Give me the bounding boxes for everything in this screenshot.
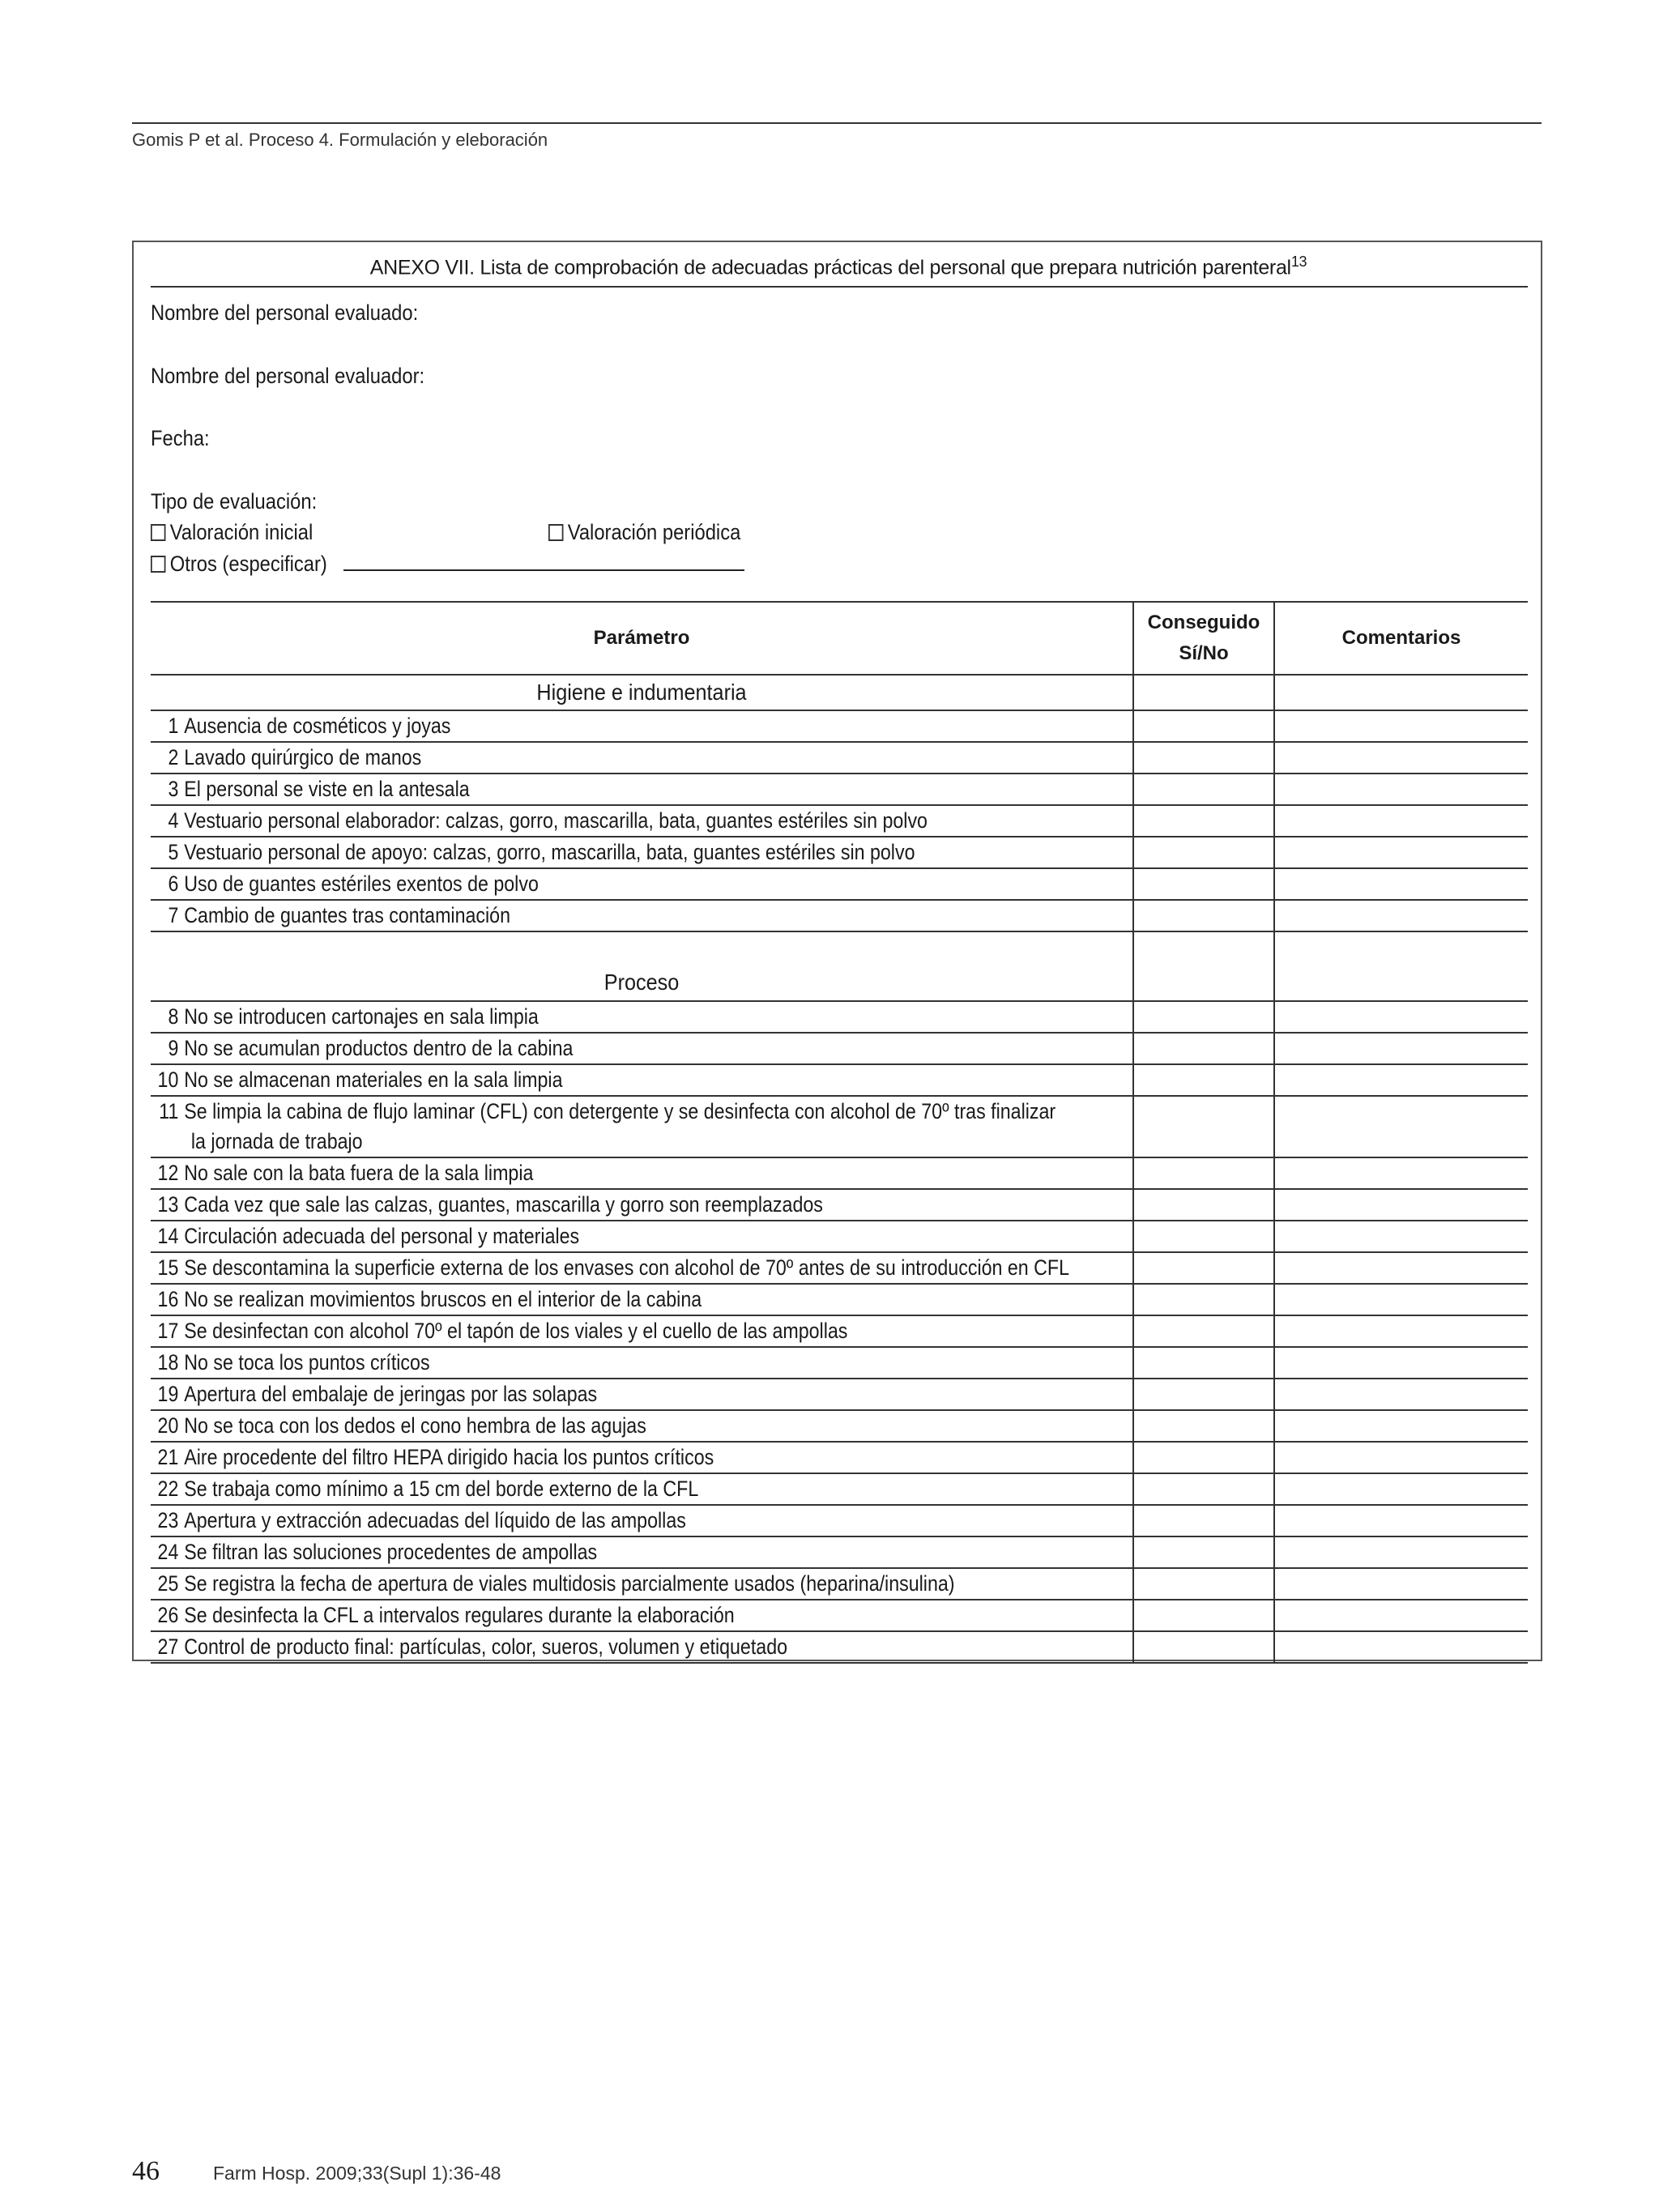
item-text: No se almacenan materiales en la sala limpia xyxy=(184,1068,563,1092)
item-text: Se registra la fecha de apertura de viales multidosis parcialmente usados (heparina/insulina) xyxy=(184,1571,955,1596)
comment-cell[interactable] xyxy=(1274,1033,1528,1064)
table-row xyxy=(151,742,1528,774)
table-row xyxy=(151,1064,1528,1096)
achieved-cell[interactable] xyxy=(1133,1157,1274,1189)
item-number: 3 xyxy=(168,777,179,801)
date-field[interactable]: Fecha: xyxy=(151,426,210,450)
comment-cell[interactable] xyxy=(1274,1631,1528,1663)
table-row xyxy=(151,1096,1528,1157)
achieved-cell[interactable] xyxy=(1133,1473,1274,1505)
comment-cell[interactable] xyxy=(1274,1473,1528,1505)
item-text: Se limpia la cabina de flujo laminar (CFL) con detergente y se desinfecta con alcohol de 70º tras finalizar xyxy=(184,1099,1056,1123)
table-row xyxy=(151,1315,1528,1347)
option-initial-label: Valoración inicial xyxy=(169,520,313,544)
comment-cell[interactable] xyxy=(1274,1157,1528,1189)
table-row xyxy=(151,1442,1528,1473)
table-header xyxy=(151,602,1528,675)
option-other[interactable] xyxy=(151,552,327,577)
table-row xyxy=(151,774,1528,805)
option-other-label: Otros (especificar) xyxy=(169,552,327,576)
item-text: Ausencia de cosméticos y joyas xyxy=(184,714,451,738)
item-number: 24 xyxy=(157,1540,179,1564)
comment-cell[interactable] xyxy=(1274,742,1528,774)
achieved-cell[interactable] xyxy=(1133,1631,1274,1663)
section-row xyxy=(151,931,1528,1001)
header-achieved xyxy=(1133,602,1274,675)
other-specify-line[interactable] xyxy=(343,569,744,571)
item-number: 16 xyxy=(157,1287,179,1311)
table-row xyxy=(151,1221,1528,1252)
item-number: 8 xyxy=(168,1004,179,1029)
item-number: 23 xyxy=(157,1508,179,1532)
page-number: 46 xyxy=(132,2156,160,2186)
table-row xyxy=(151,1568,1528,1600)
achieved-cell[interactable] xyxy=(1133,675,1274,710)
table-row xyxy=(151,1505,1528,1536)
achieved-cell[interactable] xyxy=(1133,1033,1274,1064)
comment-cell[interactable] xyxy=(1274,1189,1528,1221)
achieved-cell[interactable] xyxy=(1133,900,1274,931)
item-text: Vestuario personal de apoyo: calzas, gorro, mascarilla, bata, guantes estériles sin polvo xyxy=(184,840,915,864)
annex-frame xyxy=(132,241,1542,1661)
comment-cell[interactable] xyxy=(1274,710,1528,742)
item-number: 19 xyxy=(157,1382,179,1406)
item-text: No se introducen cartonajes en sala limpia xyxy=(184,1004,539,1029)
evaluated-name-field[interactable]: Nombre del personal evaluado: xyxy=(151,300,419,325)
item-text: Se descontamina la superficie externa de los envases con alcohol de 70º antes de su introducción en CFL xyxy=(184,1255,1070,1280)
comment-cell[interactable] xyxy=(1274,1379,1528,1410)
title-rule xyxy=(151,286,1528,288)
header-parameter: Parámetro xyxy=(151,602,1133,675)
item-number: 5 xyxy=(168,840,179,864)
item-number: 6 xyxy=(168,872,179,896)
item-text: Lavado quirúrgico de manos xyxy=(184,745,422,769)
table-row xyxy=(151,1536,1528,1568)
table-row xyxy=(151,1631,1528,1663)
item-number: 1 xyxy=(168,714,179,738)
table-row xyxy=(151,1252,1528,1284)
achieved-cell[interactable] xyxy=(1133,1442,1274,1473)
item-number: 7 xyxy=(168,903,179,927)
table-row xyxy=(151,1379,1528,1410)
comment-cell[interactable] xyxy=(1274,1410,1528,1442)
option-initial[interactable] xyxy=(151,520,313,545)
item-number: 9 xyxy=(168,1036,179,1060)
table-row xyxy=(151,1473,1528,1505)
option-periodic-label: Valoración periódica xyxy=(567,520,741,544)
item-number: 11 xyxy=(159,1099,179,1123)
item-text: Cada vez que sale las calzas, guantes, mascarilla y gorro son reemplazados xyxy=(184,1192,823,1217)
table-row xyxy=(151,710,1528,742)
table-row xyxy=(151,805,1528,837)
comment-cell[interactable] xyxy=(1274,774,1528,805)
achieved-cell[interactable] xyxy=(1133,1001,1274,1033)
top-rule xyxy=(132,122,1542,124)
table-row xyxy=(151,1284,1528,1315)
table-row xyxy=(151,1600,1528,1631)
comment-cell[interactable] xyxy=(1274,1096,1528,1157)
item-text: Se desinfecta la CFL a intervalos regulares durante la elaboración xyxy=(184,1603,735,1627)
table-row xyxy=(151,868,1528,900)
table-row xyxy=(151,1347,1528,1379)
item-number: 17 xyxy=(157,1319,179,1343)
comment-cell[interactable] xyxy=(1274,1600,1528,1631)
comment-cell[interactable] xyxy=(1274,805,1528,837)
item-number: 26 xyxy=(157,1603,179,1627)
comment-cell[interactable] xyxy=(1274,1442,1528,1473)
comment-cell[interactable] xyxy=(1274,900,1528,931)
achieved-cell[interactable] xyxy=(1133,1379,1274,1410)
item-text: Control de producto final: partículas, color, sueros, volumen y etiquetado xyxy=(184,1634,788,1659)
section-row xyxy=(151,675,1528,710)
comment-cell[interactable] xyxy=(1274,931,1528,1001)
checkbox-periodic[interactable] xyxy=(548,524,563,541)
header-comments: Comentarios xyxy=(1274,602,1528,675)
achieved-cell[interactable] xyxy=(1133,1568,1274,1600)
item-number: 20 xyxy=(157,1413,179,1438)
achieved-cell[interactable] xyxy=(1133,1252,1274,1284)
table-row xyxy=(151,1001,1528,1033)
item-text: No se toca con los dedos el cono hembra de las agujas xyxy=(184,1413,646,1438)
option-periodic[interactable] xyxy=(548,520,740,545)
achieved-cell[interactable] xyxy=(1133,1096,1274,1157)
achieved-cell[interactable] xyxy=(1133,774,1274,805)
achieved-cell[interactable] xyxy=(1133,868,1274,900)
checkbox-initial[interactable] xyxy=(151,524,165,541)
item-text: Se trabaja como mínimo a 15 cm del borde externo de la CFL xyxy=(184,1477,699,1501)
comment-cell[interactable] xyxy=(1274,1568,1528,1600)
table-row xyxy=(151,1189,1528,1221)
table-row xyxy=(151,900,1528,931)
item-text: Circulación adecuada del personal y materiales xyxy=(184,1224,580,1248)
item-number: 27 xyxy=(157,1634,179,1659)
item-number: 21 xyxy=(157,1445,179,1469)
annex-title xyxy=(134,254,1543,279)
item-text: No se realizan movimientos bruscos en el interior de la cabina xyxy=(184,1287,702,1311)
annex-title-text: ANEXO VII. Lista de comprobación de adecuadas prácticas del personal que prepara nutrición parenteral xyxy=(369,256,1291,279)
item-number: 25 xyxy=(157,1571,179,1596)
item-text: Apertura y extracción adecuadas del líquido de las ampollas xyxy=(184,1508,686,1532)
achieved-cell[interactable] xyxy=(1133,1505,1274,1536)
evaluator-name-field[interactable]: Nombre del personal evaluador: xyxy=(151,364,425,388)
comment-cell[interactable] xyxy=(1274,1536,1528,1568)
item-number: 4 xyxy=(168,808,179,833)
comment-cell[interactable] xyxy=(1274,1064,1528,1096)
achieved-cell[interactable] xyxy=(1133,1410,1274,1442)
item-number: 15 xyxy=(157,1255,179,1280)
achieved-cell[interactable] xyxy=(1133,1315,1274,1347)
item-text: Cambio de guantes tras contaminación xyxy=(184,903,511,927)
achieved-cell[interactable] xyxy=(1133,1284,1274,1315)
running-head: Gomis P et al. Proceso 4. Formulación y eleboración xyxy=(132,130,548,150)
comment-cell[interactable] xyxy=(1274,1284,1528,1315)
comment-cell[interactable] xyxy=(1274,1001,1528,1033)
achieved-cell[interactable] xyxy=(1133,1536,1274,1568)
achieved-cell[interactable] xyxy=(1133,710,1274,742)
item-number: 2 xyxy=(168,745,179,769)
header-achieved-line1: Conseguido xyxy=(1147,612,1260,633)
item-text: Apertura del embalaje de jeringas por las solapas xyxy=(184,1382,598,1406)
annex-title-reference: 13 xyxy=(1290,254,1307,270)
table-row xyxy=(151,1157,1528,1189)
achieved-cell[interactable] xyxy=(1133,931,1274,1001)
item-text: No se acumulan productos dentro de la cabina xyxy=(184,1036,574,1060)
section-hygiene-label: Higiene e indumentaria xyxy=(536,680,747,705)
item-text: Se desinfectan con alcohol 70º el tapón de los viales y el cuello de las ampollas xyxy=(184,1319,848,1343)
table-row xyxy=(151,1033,1528,1064)
table-row xyxy=(151,1410,1528,1442)
evaluation-type-label: Tipo de evaluación: xyxy=(151,489,318,514)
achieved-cell[interactable] xyxy=(1133,1189,1274,1221)
item-text: Uso de guantes estériles exentos de polvo xyxy=(184,872,539,896)
comment-cell[interactable] xyxy=(1274,868,1528,900)
item-number: 13 xyxy=(157,1192,179,1217)
item-number: 14 xyxy=(157,1224,179,1248)
item-text-continued: la jornada de trabajo xyxy=(190,1129,363,1153)
achieved-cell[interactable] xyxy=(1133,1600,1274,1631)
item-number: 10 xyxy=(157,1068,179,1092)
table-row xyxy=(151,837,1528,868)
checkbox-other[interactable] xyxy=(151,556,165,573)
item-number: 18 xyxy=(157,1350,179,1375)
item-text: No sale con la bata fuera de la sala limpia xyxy=(184,1161,534,1185)
comment-cell[interactable] xyxy=(1274,837,1528,868)
comment-cell[interactable] xyxy=(1274,675,1528,710)
item-text: Vestuario personal elaborador: calzas, gorro, mascarilla, bata, guantes estériles sin polvo xyxy=(184,808,928,833)
achieved-cell[interactable] xyxy=(1133,742,1274,774)
comment-cell[interactable] xyxy=(1274,1221,1528,1252)
item-text: No se toca los puntos críticos xyxy=(184,1350,430,1375)
item-text: Aire procedente del filtro HEPA dirigido hacia los puntos críticos xyxy=(184,1445,714,1469)
item-number: 22 xyxy=(157,1477,179,1501)
comment-cell[interactable] xyxy=(1274,1252,1528,1284)
achieved-cell[interactable] xyxy=(1133,805,1274,837)
journal-citation: Farm Hosp. 2009;33(Supl 1):36-48 xyxy=(213,2163,501,2184)
header-achieved-line2: Sí/No xyxy=(1179,642,1229,664)
achieved-cell[interactable] xyxy=(1133,1221,1274,1252)
achieved-cell[interactable] xyxy=(1133,1347,1274,1379)
comment-cell[interactable] xyxy=(1274,1347,1528,1379)
item-text: El personal se viste en la antesala xyxy=(184,777,470,801)
comment-cell[interactable] xyxy=(1274,1505,1528,1536)
comment-cell[interactable] xyxy=(1274,1315,1528,1347)
section-process-label: Proceso xyxy=(603,970,680,995)
item-text: Se filtran las soluciones procedentes de ampollas xyxy=(184,1540,598,1564)
checklist-table xyxy=(151,601,1528,1664)
item-number: 12 xyxy=(157,1161,179,1185)
achieved-cell[interactable] xyxy=(1133,1064,1274,1096)
achieved-cell[interactable] xyxy=(1133,837,1274,868)
